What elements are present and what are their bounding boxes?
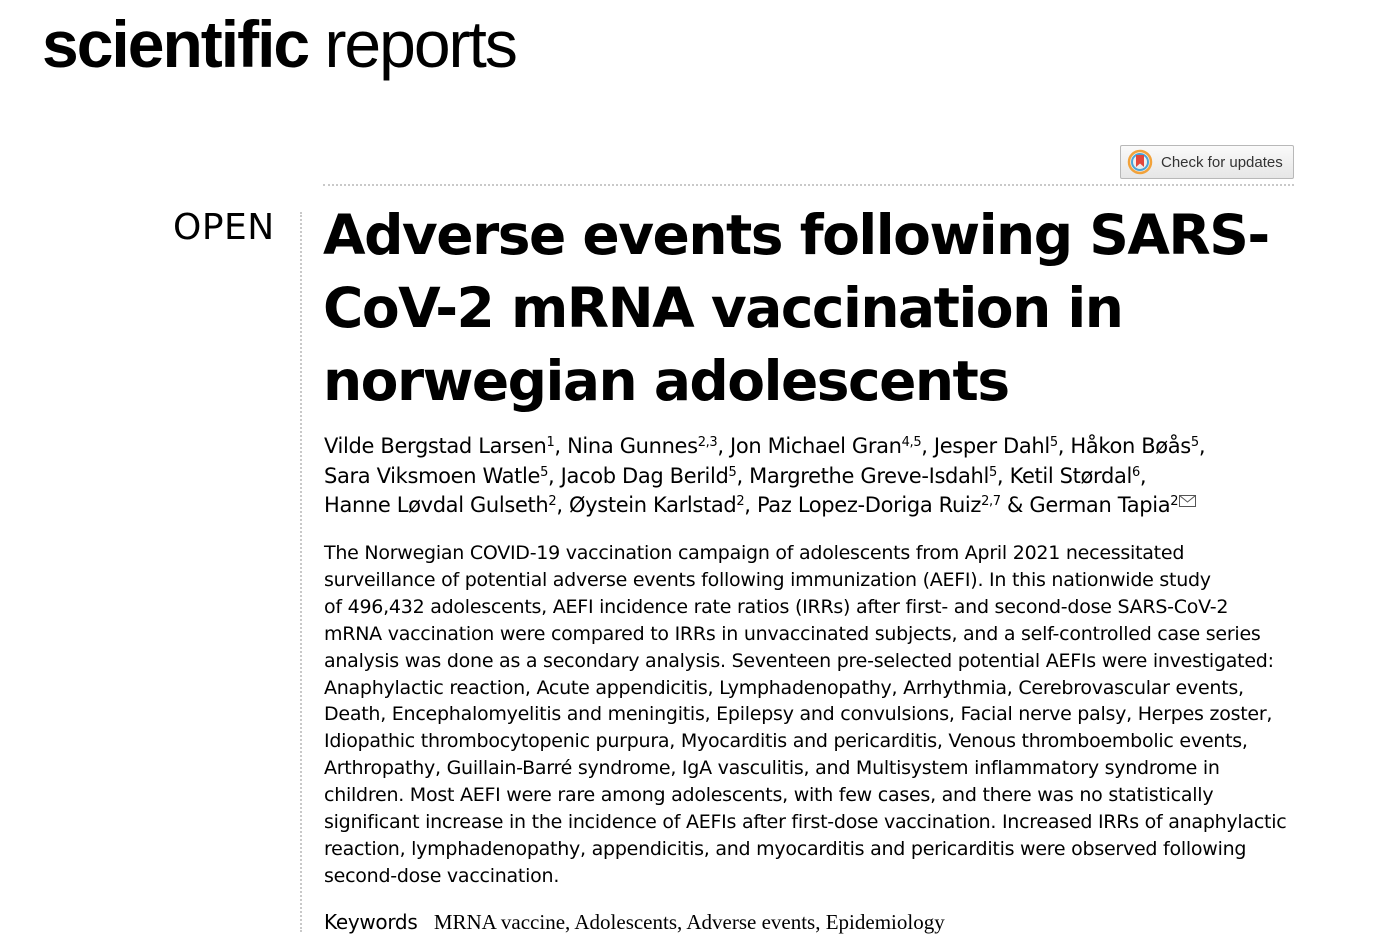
author-affiliation: 4,5 (901, 435, 922, 450)
abstract-line: of 496,432 adolescents, AEFI incidence rate ratios (IRRs) after first- and second-dose SARS-CoV-2 (324, 595, 1229, 618)
author-name[interactable]: Nina Gunnes (567, 434, 698, 458)
abstract-line: Idiopathic thrombocytopenic purpura, Myocarditis and pericarditis, Venous thromboembolic events, (324, 730, 1248, 753)
abstract-line: analysis was done as a secondary analysis. Seventeen pre-selected potential AEFIs were investigated: (324, 649, 1274, 672)
keywords-list: MRNA vaccine, Adolescents, Adverse events, Epidemiology (433, 910, 945, 934)
author-separator: & (1000, 493, 1030, 517)
article-title (323, 199, 1283, 418)
abstract-line: reaction, lymphadenopathy, appendicitis, and myocarditis and pericarditis were observed following (324, 837, 1247, 860)
check-for-updates-button[interactable] (1120, 145, 1294, 179)
author-affiliation: 5 (540, 464, 548, 480)
author-separator: , (547, 463, 561, 488)
author-affiliation: 1 (546, 435, 555, 450)
author-name[interactable]: German Tapia (1029, 493, 1171, 517)
author-separator: , (1057, 434, 1071, 458)
author-separator: , (717, 434, 730, 458)
author-affiliation: 5 (728, 464, 737, 480)
author-separator: , (736, 463, 750, 488)
author-separator: , (554, 434, 568, 458)
abstract-line: The Norwegian COVID-19 vaccination campaign of adolescents from April 2021 necessitated (324, 542, 1185, 564)
author-affiliation: 2,7 (981, 494, 1001, 509)
author-affiliation: 6 (1131, 464, 1140, 480)
author-list (324, 432, 1284, 521)
author-name[interactable]: Vilde Bergstad Larsen (324, 434, 547, 458)
author-name[interactable]: Margrethe Greve-Isdahl (749, 463, 989, 488)
side-divider (300, 212, 302, 932)
author-affiliation: 5 (1049, 435, 1058, 450)
author-name[interactable]: Jesper Dahl (933, 434, 1050, 458)
keywords-label: Keywords (324, 910, 418, 934)
journal-logo (42, 2, 516, 86)
author-name[interactable]: Paz Lopez-Doriga Ruiz (756, 493, 982, 517)
author-affiliation: 5 (1190, 435, 1199, 450)
check-for-updates-label: Check for updates (1161, 153, 1283, 171)
envelope-icon[interactable] (1179, 495, 1196, 507)
author-name[interactable]: Håkon Bøås (1070, 434, 1191, 458)
header-divider (323, 184, 1294, 186)
abstract-line: surveillance of potential adverse events following immunization (AEFI). In this nationwide study (324, 568, 1211, 591)
author-separator: , (1139, 463, 1147, 488)
author-name[interactable]: Sara Viksmoen Watle (324, 463, 541, 488)
abstract-line: Death, Encephalomyelitis and meningitis, Epilepsy and convulsions, Facial nerve palsy, Herpes zoster, (324, 703, 1273, 726)
abstract-line: Anaphylactic reaction, Acute appendicitis, Lymphadenopathy, Arrhythmia, Cerebrovascular events, (324, 676, 1244, 699)
author-affiliation: 2 (1170, 494, 1179, 509)
author-affiliation: 2 (736, 494, 745, 509)
author-name[interactable]: Øystein Karlstad (568, 493, 737, 517)
author-separator: , (921, 434, 934, 458)
author-affiliation: 2 (548, 494, 557, 509)
abstract-line: children. Most AEFI were rare among adolescents, with few cases, and there was no statistically (324, 784, 1214, 807)
author-name[interactable]: Jacob Dag Berild (560, 463, 729, 488)
abstract-line: Arthropathy, Guillain-Barré syndrome, IgA vasculitis, and Multisystem inflammatory syndrome in (324, 757, 1220, 780)
title-line: Adverse events following SARS- (323, 203, 1269, 267)
author-separator: , (744, 493, 757, 517)
open-access-label: OPEN (173, 207, 275, 248)
author-name[interactable]: Hanne Løvdal Gulseth (324, 493, 549, 517)
author-separator: , (1198, 434, 1206, 458)
abstract-line: second-dose vaccination. (324, 864, 560, 887)
abstract (324, 540, 1299, 890)
author-name[interactable]: Ketil Størdal (1009, 463, 1132, 488)
title-line: norwegian adolescents (323, 349, 1009, 413)
author-affiliation: 2,3 (697, 435, 718, 450)
check-for-updates-badge-icon (1127, 149, 1153, 175)
author-name[interactable]: Jon Michael Gran (729, 434, 902, 458)
title-line: CoV-2 mRNA vaccination in (323, 276, 1123, 340)
author-separator: , (556, 493, 569, 517)
abstract-line: significant increase in the incidence of AEFIs after first-dose vaccination. Increased IRRs of anaphylactic (324, 811, 1287, 834)
author-separator: , (996, 463, 1010, 488)
author-affiliation: 5 (988, 464, 997, 480)
abstract-line: mRNA vaccination were compared to IRRs in unvaccinated subjects, and a self-controlled case series (324, 622, 1261, 645)
journal-name-regular: reports (324, 7, 516, 81)
journal-name-bold: scientific (42, 7, 309, 81)
